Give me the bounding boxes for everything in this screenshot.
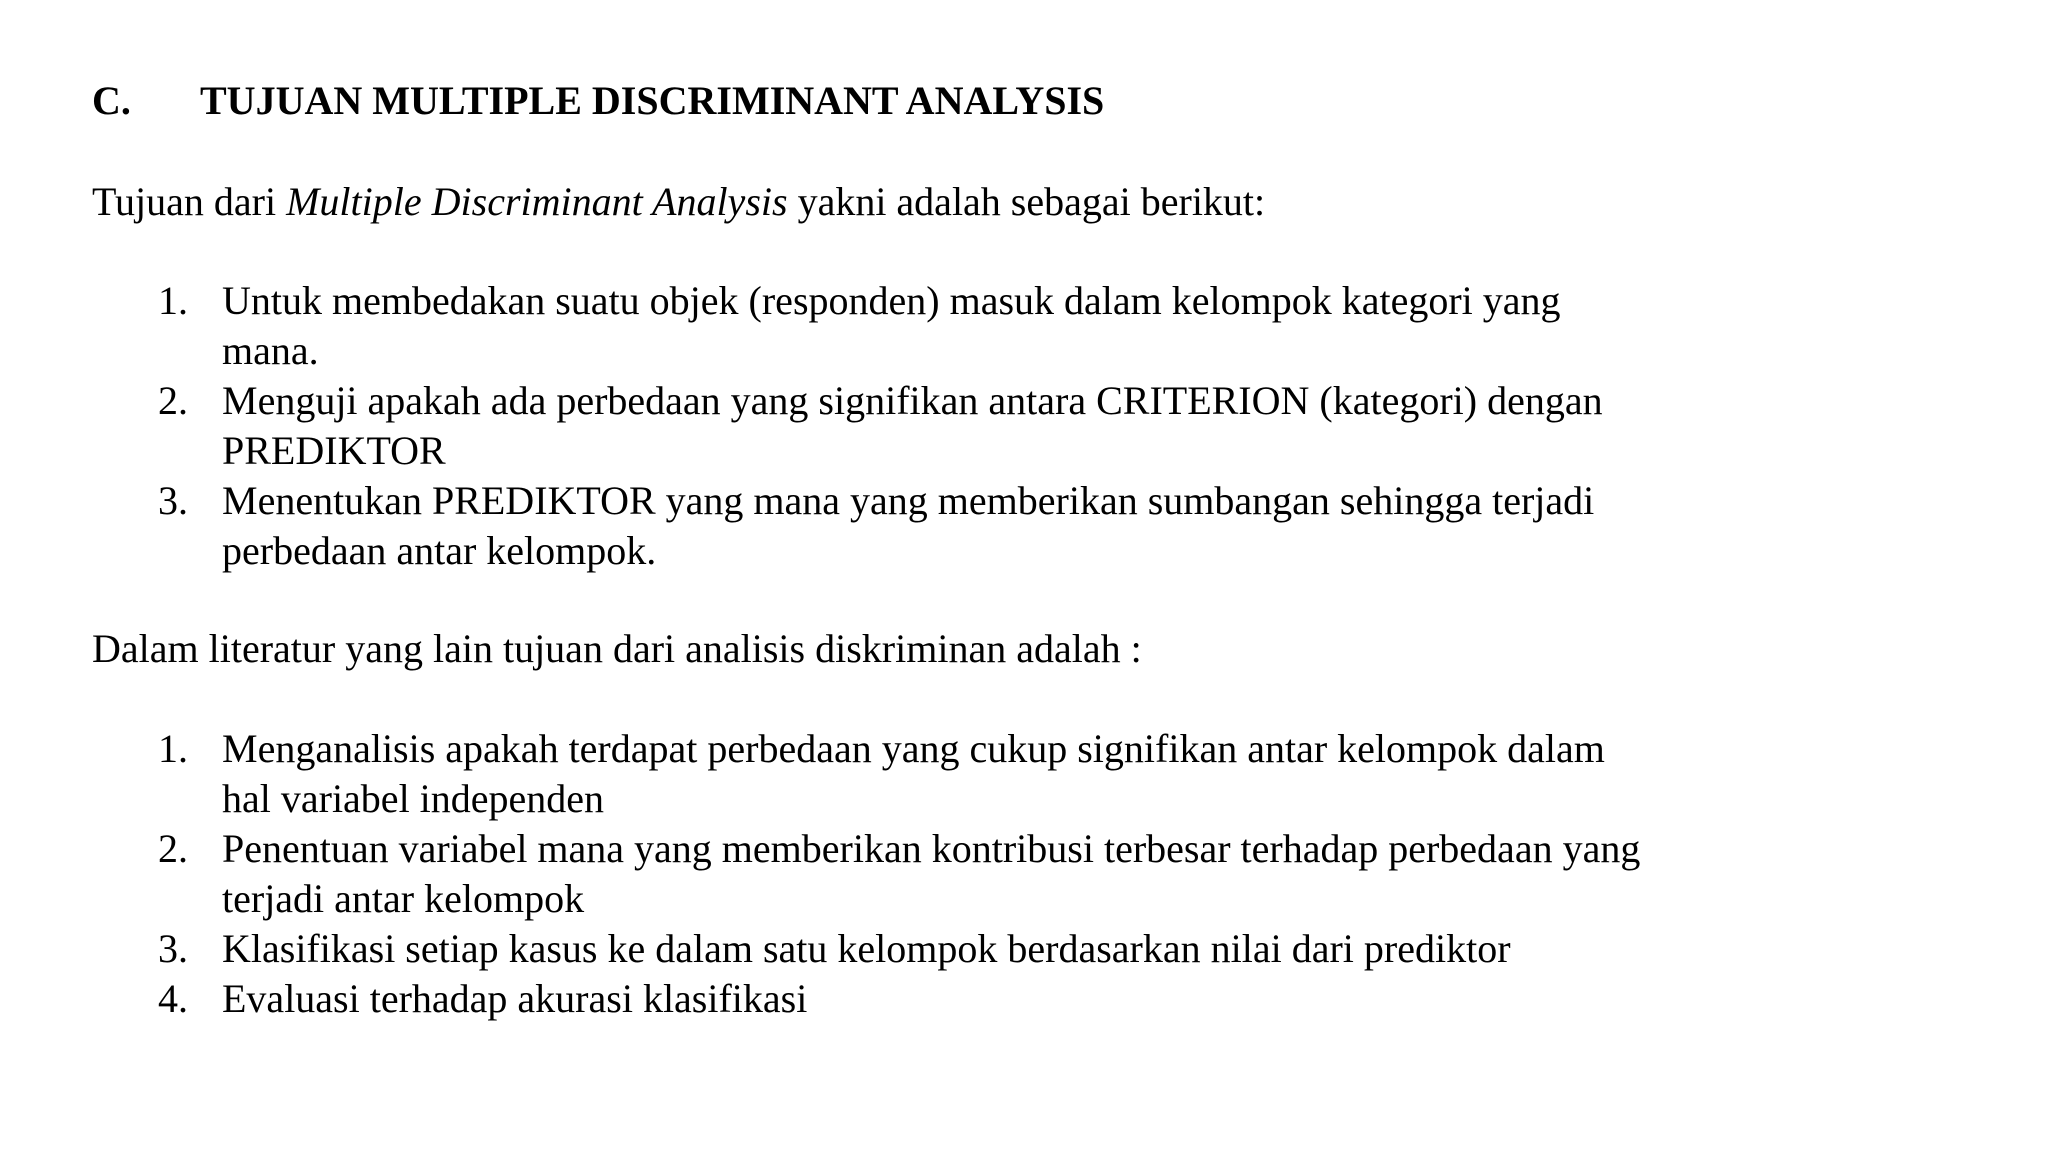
list-item-line: terjadi antar kelompok (222, 876, 585, 921)
list-item-number: 1. (158, 726, 188, 771)
list-item-number: 4. (158, 976, 188, 1021)
section-title: TUJUAN MULTIPLE DISCRIMINANT ANALYSIS (200, 78, 1105, 123)
list-item-line: PREDIKTOR (222, 428, 446, 473)
section-letter: C. (92, 78, 131, 123)
list-item (0, 476, 1782, 576)
list-item-line: Untuk membedakan suatu objek (responden) masuk dalam kelompok kategori yang (222, 278, 1561, 323)
section-heading (92, 76, 1104, 126)
literature-objectives-list (0, 724, 1782, 1024)
list-item (0, 824, 1782, 924)
list-item (0, 924, 1782, 974)
list-item-number: 3. (158, 926, 188, 971)
list-item-line: hal variabel independen (222, 776, 605, 821)
list-item (0, 974, 1782, 1024)
list-item-line: Menentukan PREDIKTOR yang mana yang memberikan sumbangan sehingga terjadi (222, 478, 1595, 523)
list-item-line: mana. (222, 328, 319, 373)
list-item-number: 3. (158, 478, 188, 523)
list-item-number: 2. (158, 378, 188, 423)
list-item-number: 1. (158, 278, 188, 323)
intro-paragraph (92, 177, 1265, 227)
list-item (0, 376, 1782, 476)
second-intro-paragraph: Dalam literatur yang lain tujuan dari analisis diskriminan adalah : (92, 626, 1142, 671)
list-item (0, 724, 1782, 824)
list-item-line: perbedaan antar kelompok. (222, 528, 657, 573)
list-item-line: Klasifikasi setiap kasus ke dalam satu kelompok berdasarkan nilai dari prediktor (222, 926, 1511, 971)
list-item-line: Menganalisis apakah terdapat perbedaan yang cukup signifikan antar kelompok dalam (222, 726, 1605, 771)
list-item-line: Menguji apakah ada perbedaan yang signifikan antara CRITERION (kategori) dengan (222, 378, 1603, 423)
list-item (0, 276, 1782, 376)
intro-emphasis: Multiple Discriminant Analysis (286, 179, 788, 224)
list-item-number: 2. (158, 826, 188, 871)
intro-text-after: yakni adalah sebagai berikut: (787, 179, 1266, 224)
list-item-line: Evaluasi terhadap akurasi klasifikasi (222, 976, 808, 1021)
intro-text-before: Tujuan dari (92, 179, 287, 224)
objectives-list (0, 276, 1782, 576)
list-item-line: Penentuan variabel mana yang memberikan kontribusi terbesar terhadap perbedaan yang (222, 826, 1641, 871)
